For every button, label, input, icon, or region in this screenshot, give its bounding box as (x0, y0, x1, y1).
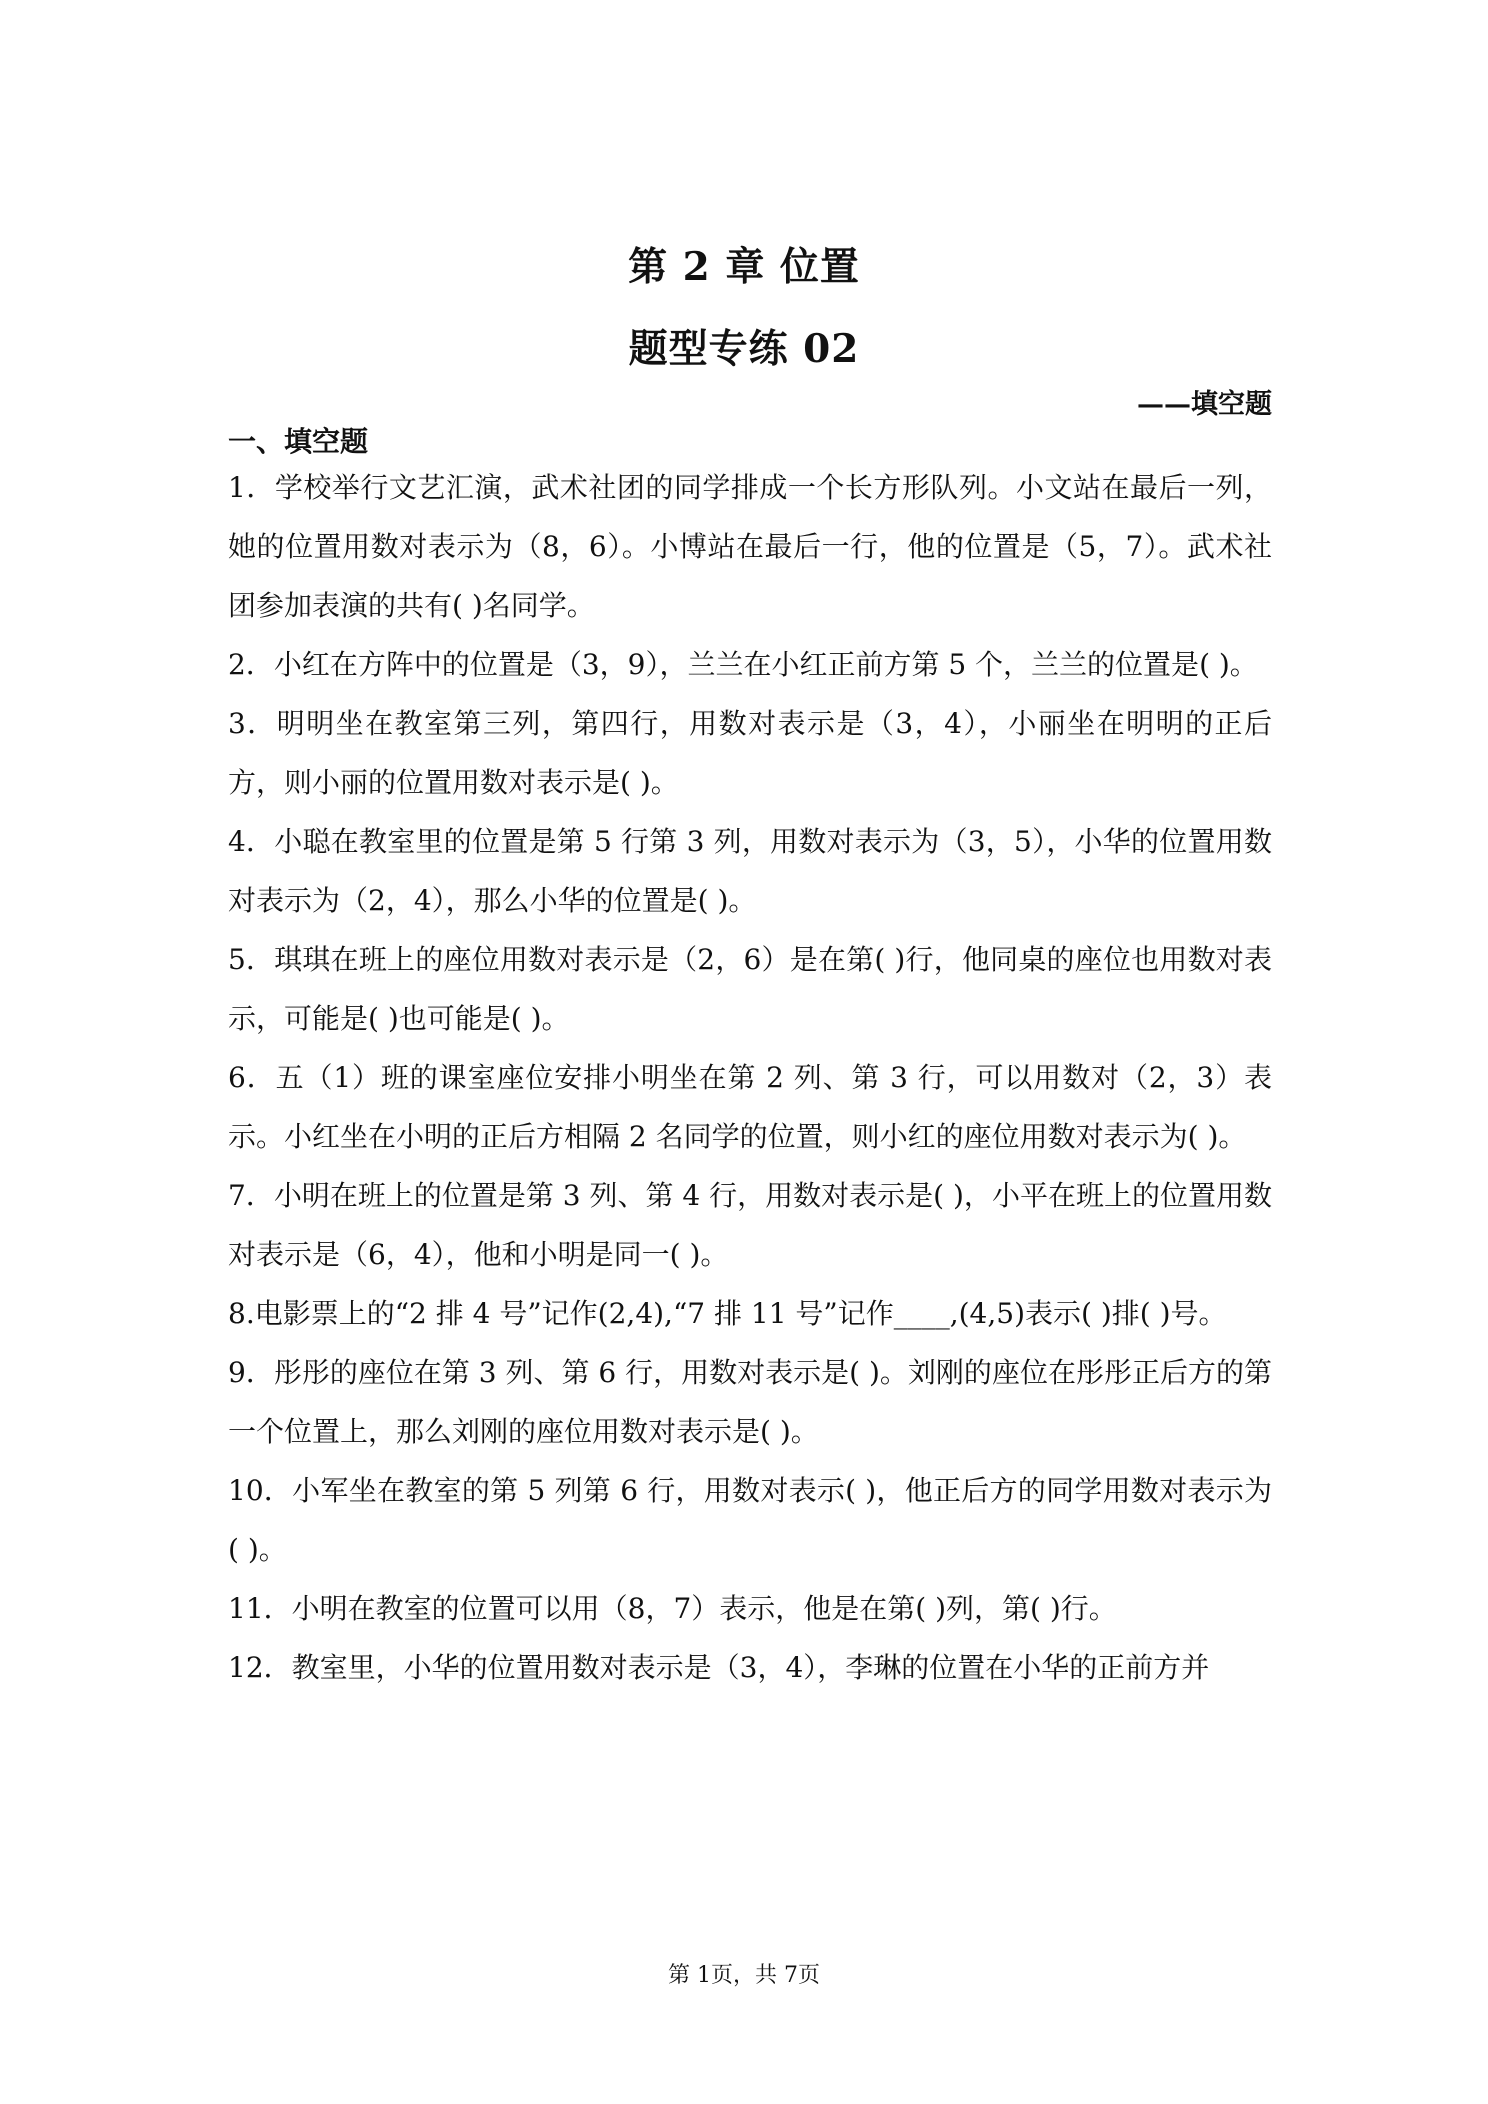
practice-title: 题型专练 02 (628, 326, 860, 372)
page-number: 第 1页，共 7页 (668, 1963, 820, 1988)
question-list (228, 458, 1272, 1697)
question-8: 8.电影票上的“2 排 4 号”记作(2,4),“7 排 11 号”记作____,(4,5)表示( )排( )号。 (228, 1297, 1227, 1330)
section-heading: 一、填空题 (228, 425, 369, 458)
question-type-label: ——填空题 (1137, 389, 1272, 420)
question-10: 10．小军坐在教室的第 5 列第 6 行，用数对表示( )，他正后方的同学用数对表示为( )。 (228, 1474, 1272, 1566)
question-11: 11．小明在教室的位置可以用（8，7）表示，他是在第( )列，第( )行。 (228, 1592, 1117, 1625)
chapter-title: 第 2 章 位置 (628, 244, 860, 290)
question-9: 9．彤彤的座位在第 3 列、第 6 行，用数对表示是( )。刘刚的座位在彤彤正后方的第一个位置上，那么刘刚的座位用数对表示是( )。 (228, 1356, 1272, 1448)
question-2: 2．小红在方阵中的位置是（3，9），兰兰在小红正前方第 5 个，兰兰的位置是( )。 (228, 648, 1258, 681)
question-1: 1．学校举行文艺汇演，武术社团的同学排成一个长方形队列。小文站在最后一列，她的位置用数对表示为（8，6）。小博站在最后一行，他的位置是（5，7）。武术社团参加表演的共有( )名同学。 (228, 471, 1272, 622)
question-7: 7．小明在班上的位置是第 3 列、第 4 行，用数对表示是( )，小平在班上的位置用数对表示是（6，4），他和小明是同一( )。 (228, 1179, 1272, 1271)
question-5: 5．琪琪在班上的座位用数对表示是（2，6）是在第( )行，他同桌的座位也用数对表示，可能是( )也可能是( )。 (228, 943, 1272, 1035)
question-6: 6．五（1）班的课室座位安排小明坐在第 2 列、第 3 行，可以用数对（2，3）表示。小红坐在小明的正后方相隔 2 名同学的位置，则小红的座位用数对表示为( )。 (228, 1061, 1272, 1153)
question-12: 12．教室里，小华的位置用数对表示是（3，4），李琳的位置在小华的正前方并 (228, 1651, 1210, 1684)
question-3: 3．明明坐在教室第三列，第四行，用数对表示是（3，4），小丽坐在明明的正后方，则小丽的位置用数对表示是( )。 (228, 707, 1272, 799)
question-4: 4．小聪在教室里的位置是第 5 行第 3 列，用数对表示为（3，5），小华的位置用数对表示为（2，4），那么小华的位置是( )。 (228, 825, 1272, 917)
